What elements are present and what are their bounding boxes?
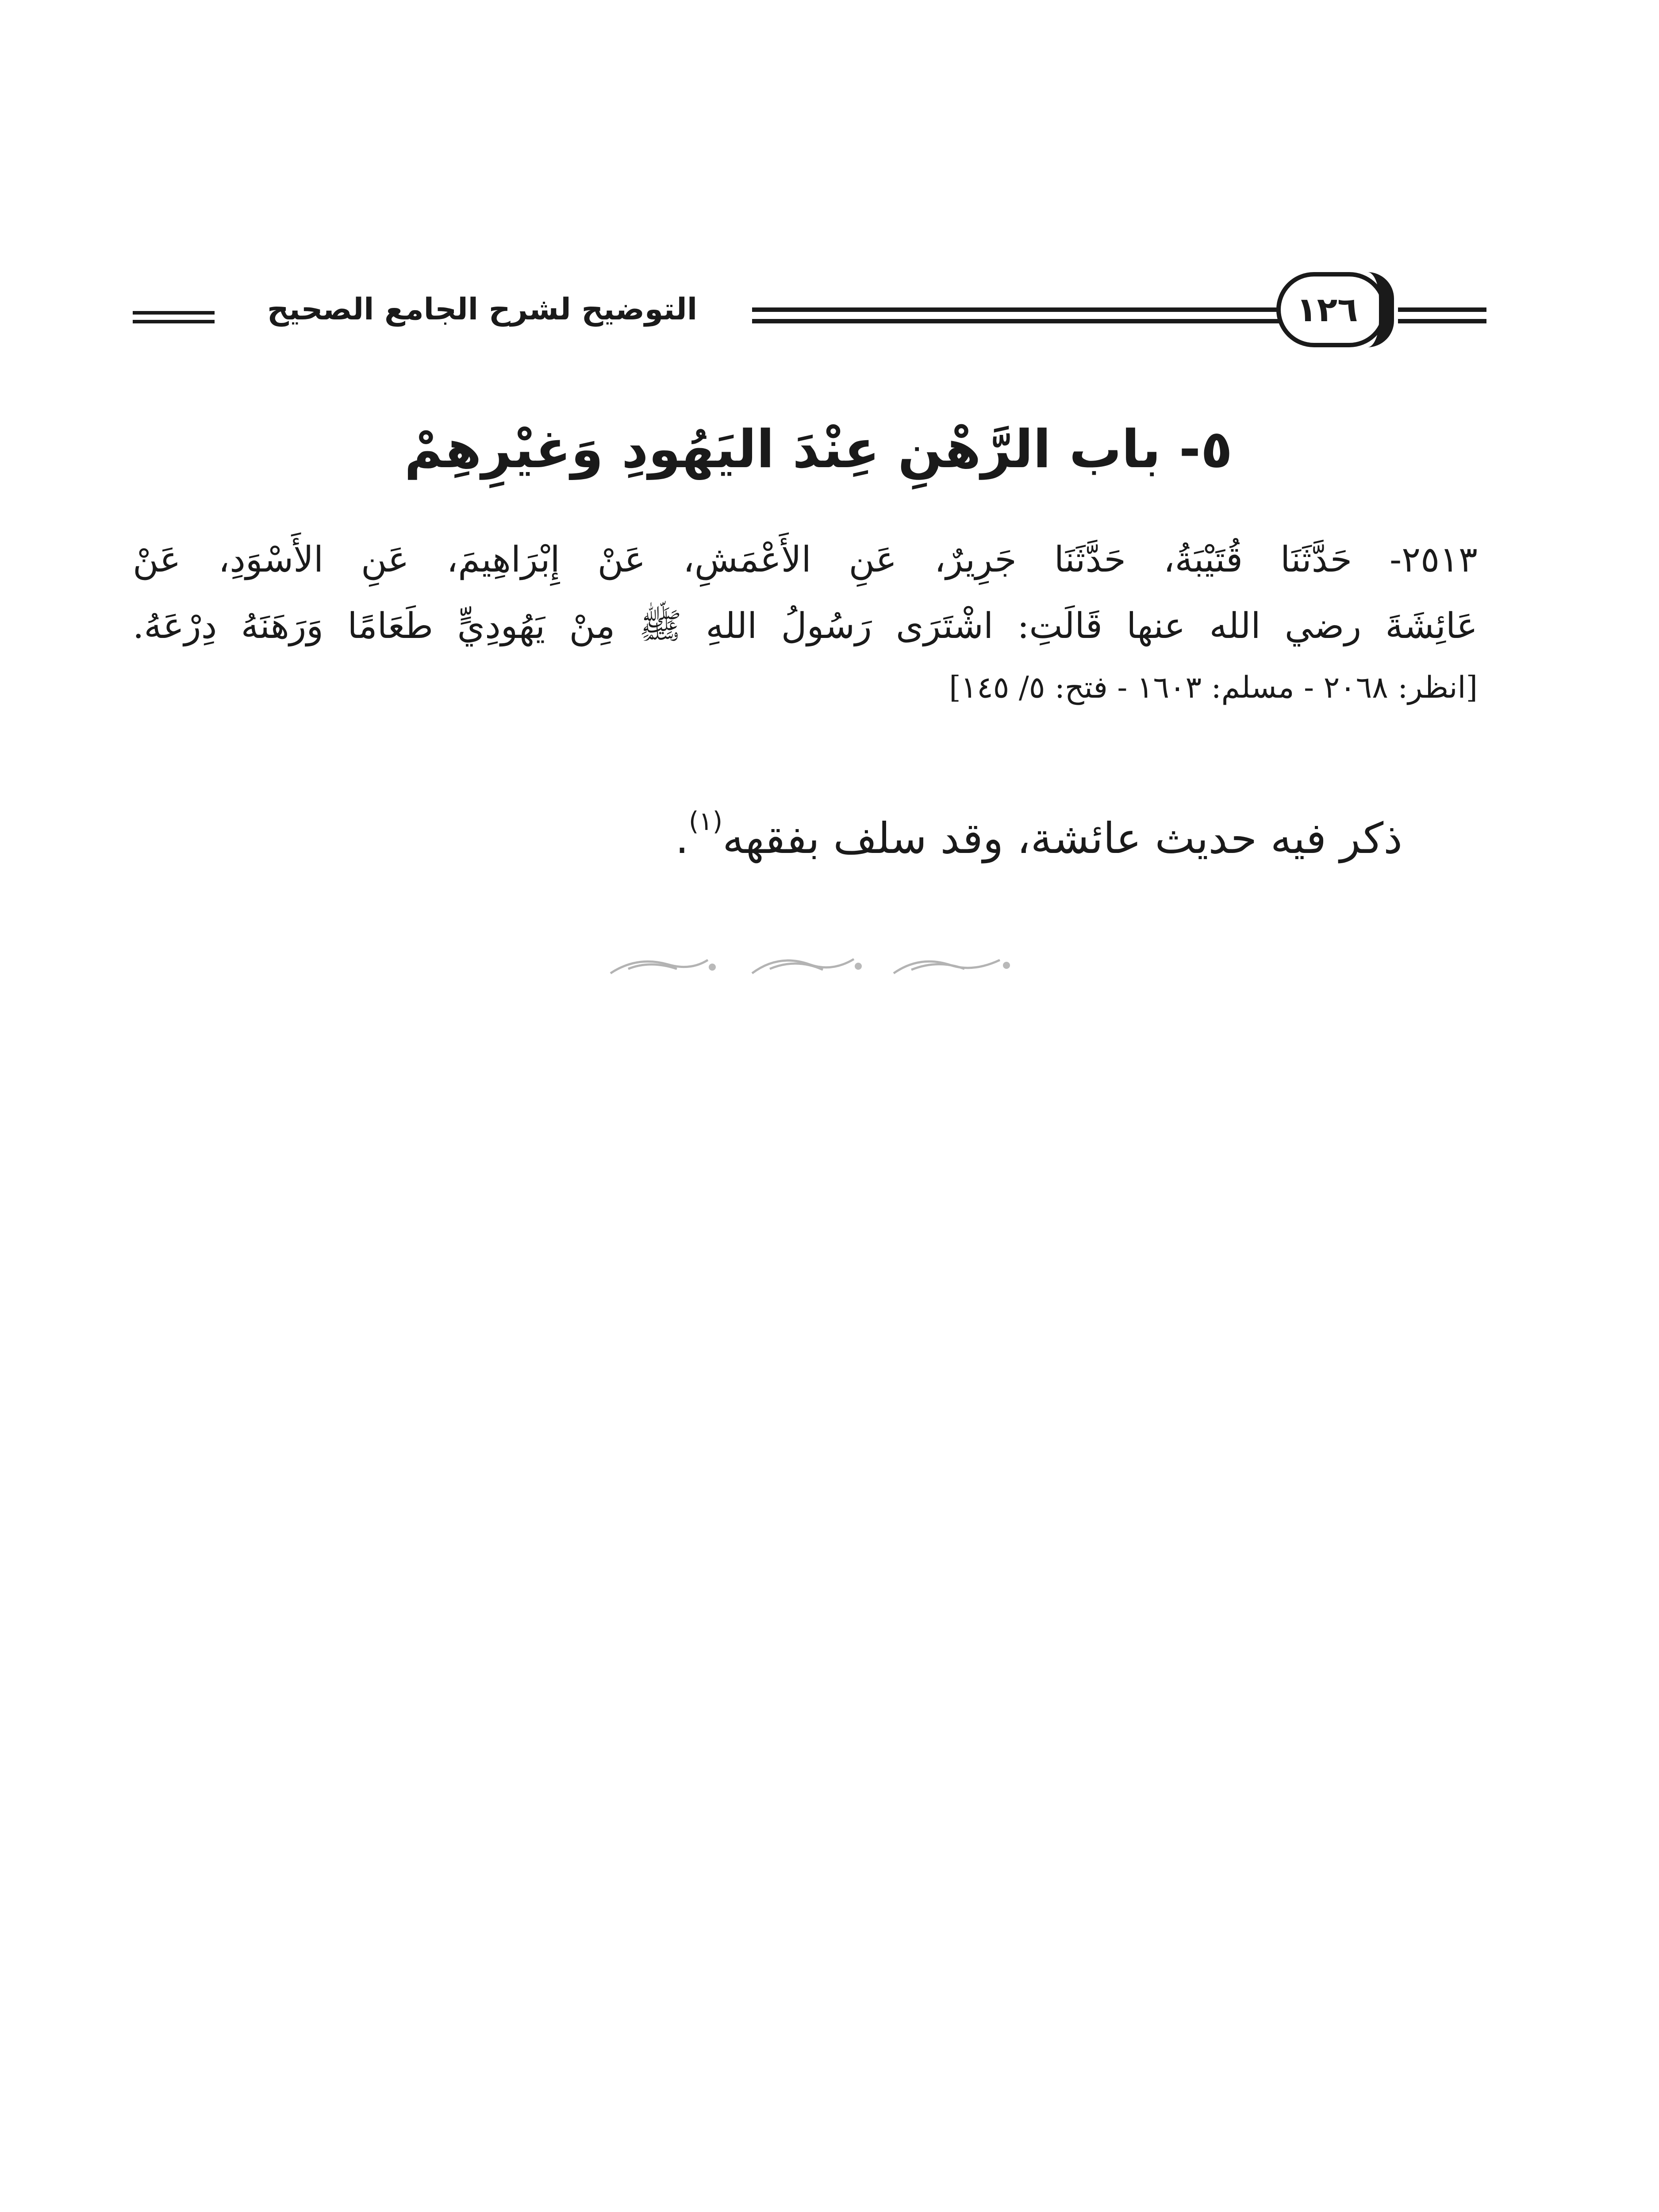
header-rule-middle-bottom (752, 319, 1283, 323)
page-number-badge (1276, 272, 1387, 347)
page-number: ١٢٦ (1296, 290, 1358, 329)
commentary-paragraph (398, 805, 1402, 872)
commentary-end-mark: . (675, 814, 689, 863)
running-title: التوضيح لشرح الجامع الصحيح (267, 292, 698, 327)
header-rule-right-top (1398, 307, 1486, 312)
badge-swoosh-ornament (1367, 272, 1394, 347)
page-header (133, 272, 1486, 352)
header-rule-middle-top (752, 307, 1283, 312)
chapter-heading: ٥- باب الرَّهْنِ عِنْدَ اليَهُودِ وَغيْرِهِمْ (404, 419, 1233, 480)
header-rule-right-bottom (1398, 319, 1486, 323)
cross-reference: [انظر: ٢٠٦٨ - مسلم: ١٦٠٣ - فتح: ٥/ ١٤٥] (949, 670, 1478, 705)
commentary-text: ذكر فيه حديث عائشة، وقد سلف بفقهه (722, 814, 1402, 863)
hadith-line-1: ٢٥١٣- حَدَّثَنَا قُتَيْبَةُ، حَدَّثَنَا جَرِيرٌ، عَنِ الأَعْمَشِ، عَنْ إِبْرَاهِيمَ، عَنِ الأَسْوَدِ، عَنْ (133, 539, 1478, 580)
footnote-reference[interactable]: (١) (688, 806, 723, 836)
header-rule-left-bottom (133, 320, 215, 323)
hadith-line-2: عَائِشَةَ رضي الله عنها قَالَتِ: اشْتَرَى رَسُولُ اللهِ ﷺ مِنْ يَهُودِيٍّ طَعَامًا وَرَهَنَهُ دِرْعَهُ. (133, 605, 1478, 646)
section-separator-ornament (602, 947, 1026, 982)
header-rule-left-top (133, 311, 215, 315)
